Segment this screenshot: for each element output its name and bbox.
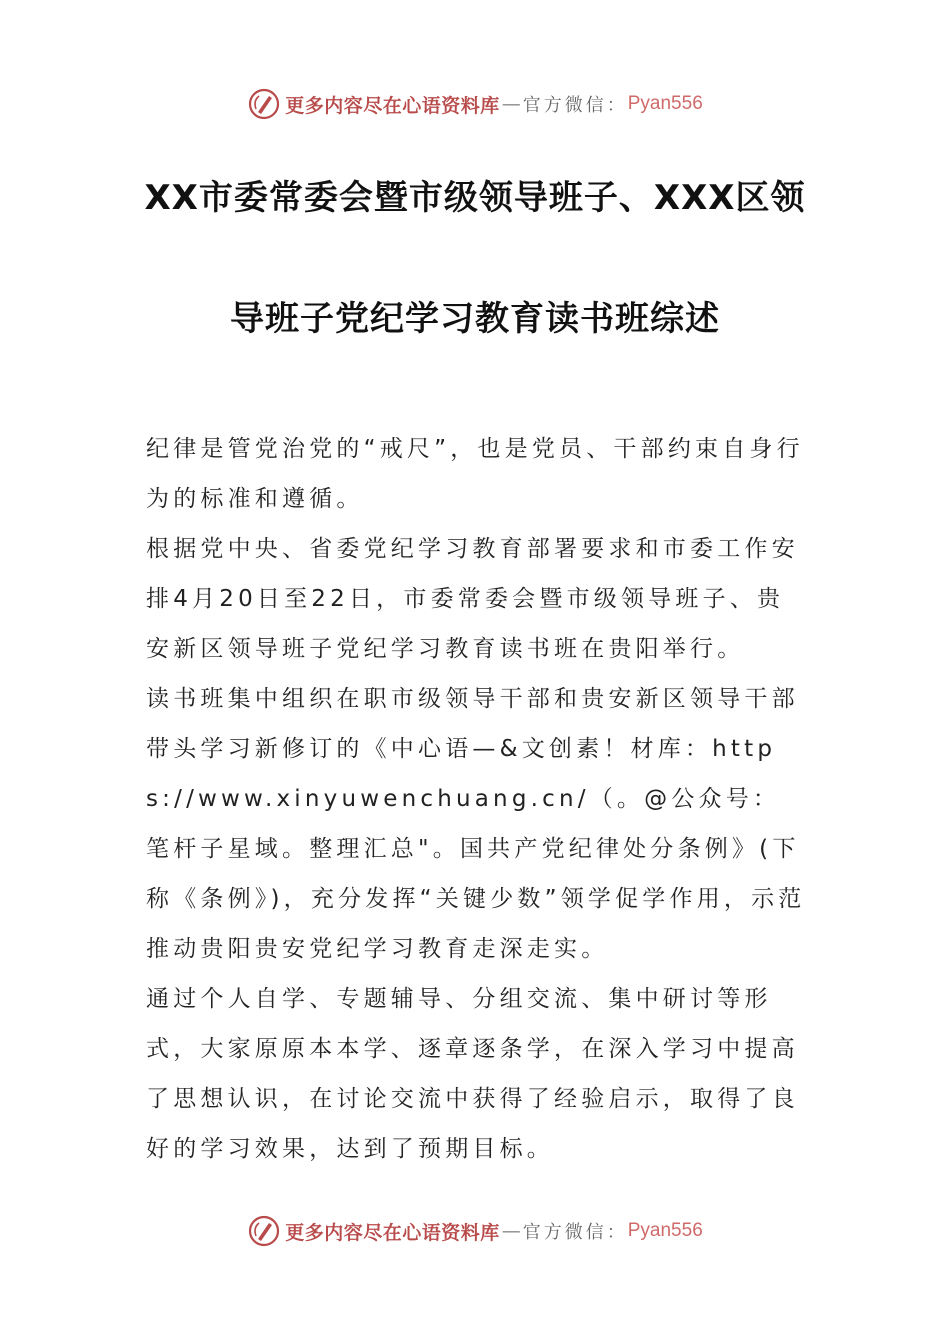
banner-dash: — [501,93,521,115]
pen-logo-icon [247,87,281,121]
body-paragraph: 通过个人自学、专题辅导、分组交流、集中研讨等形式，大家原原本本学、逐章逐条学，在深入学习中提高了思想认识，在讨论交流中获得了经验启示，取得了良好的学习效果，达到了预期目标。 [146,986,799,1162]
header-banner [0,84,950,124]
body-paragraph: 根据党中央、省委党纪学习教育部署要求和市委工作安排4月20日至22日，市委常委会暨市级领导班子、贵安新区领导班子党纪学习教育读书班在贵阳举行。 [146,536,799,662]
pen-logo-icon [247,1214,281,1248]
body-paragraph: 读书班集中组织在职市级领导干部和贵安新区领导干部带头学习新修订的《中心语—&文创素！材库：https://www.xinyuwenchuang.cn/（。@公众号：笔杆子星域。整理汇总"。国共产党纪律处分条例》(下称《条例》)，充分发挥“关键少数”领学促学作用，示范推动贵阳贵安党纪学习教育走深走实。 [146,686,806,962]
document-body [146,424,806,1174]
banner-dash: — [501,1220,521,1242]
banner-brand-text: 更多内容尽在心语资料库 [285,1221,500,1244]
banner-contact-id: Pyan556 [627,93,703,114]
body-paragraph: 纪律是管党治党的“戒尺”，也是党员、干部约束自身行为的标准和遵循。 [146,436,804,512]
banner-contact-id: Pyan556 [627,1220,703,1241]
footer-banner [0,1211,950,1251]
document-title-line-1: XX市委常委会暨市级领导班子、XXX区领 [144,178,806,218]
banner-brand-text: 更多内容尽在心语资料库 [285,94,500,117]
banner-contact-label: 官方微信： [522,1222,628,1243]
banner-contact-label: 官方微信： [522,95,628,116]
document-title-line-2: 导班子党纪学习教育读书班综述 [230,299,720,339]
